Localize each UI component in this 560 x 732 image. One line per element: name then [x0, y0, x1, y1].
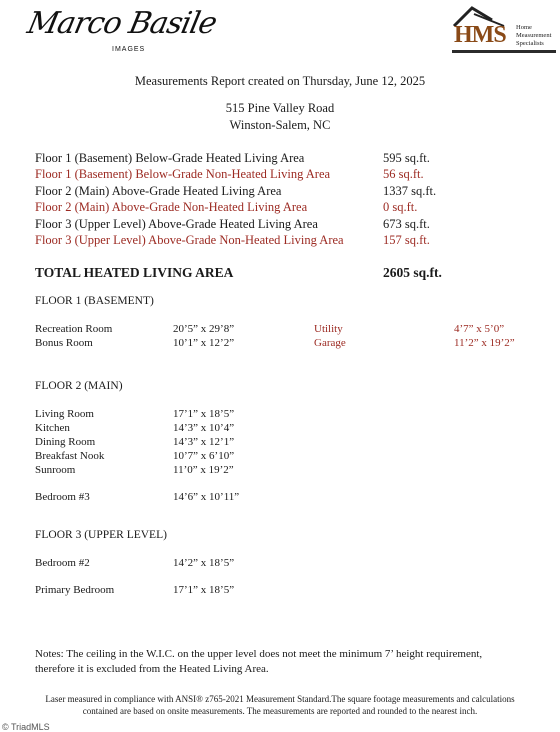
room-size: 10’7” x 6’10” [173, 450, 235, 462]
summary-label: Floor 3 (Upper Level) Above-Grade Heated Living Area [35, 217, 318, 231]
room-size: 17’1” x 18’5” [173, 584, 235, 596]
room-name: Bedroom #2 [35, 557, 90, 569]
summary-label: Floor 1 (Basement) Below-Grade Non-Heated Living Area [35, 167, 331, 181]
summary-label: Floor 3 (Upper Level) Above-Grade Non-Heated Living Area [35, 233, 344, 247]
address-line-2: Winston-Salem, NC [229, 118, 331, 132]
room-name: Primary Bedroom [35, 584, 115, 596]
footer-line-2: contained are based on onsite measurements. The measurements are reported and rounded to the nearest inch. [82, 706, 478, 716]
floor1-heading: FLOOR 1 (BASEMENT) [35, 295, 154, 307]
room-size: 4’7” x 5’0” [454, 323, 505, 335]
room-size: 14’6” x 10’11” [173, 491, 240, 503]
hms-subtitle: Home Measurement Specialists [516, 24, 552, 47]
room-size: 11’0” x 19’2” [173, 464, 234, 476]
room-size: 14’3” x 12’1” [173, 436, 235, 448]
room-size: 10’1” x 12’2” [173, 337, 235, 349]
mls-credit: © TriadMLS [2, 722, 50, 732]
room-name: Breakfast Nook [35, 450, 105, 462]
room-name: Bedroom #3 [35, 491, 90, 503]
hms-letters: HMS [454, 22, 506, 48]
hms-logo [452, 4, 556, 56]
room-size: 17’1” x 18’5” [173, 408, 235, 420]
summary-value: 1337 sq.ft. [383, 184, 437, 198]
room-name: Sunroom [35, 464, 76, 476]
summary-label: Floor 2 (Main) Above-Grade Heated Living Area [35, 184, 282, 198]
summary-label: Floor 1 (Basement) Below-Grade Heated Living Area [35, 151, 305, 165]
total-value: 2605 sq.ft. [383, 265, 442, 280]
summary-value: 595 sq.ft. [383, 151, 430, 165]
room-name: Bonus Room [35, 337, 93, 349]
room-size: 11’2” x 19’2” [454, 337, 515, 349]
summary-value: 673 sq.ft. [383, 217, 430, 231]
room-name: Recreation Room [35, 323, 113, 335]
room-name: Utility [314, 323, 343, 335]
floor2-heading: FLOOR 2 (MAIN) [35, 380, 123, 392]
logo-images-text: IMAGES [112, 46, 146, 53]
room-name: Living Room [35, 408, 94, 420]
footer-line-1: Laser measured in compliance with ANSI® z765-2021 Measurement Standard.The square footage measurements and calculations [45, 694, 515, 704]
summary-value: 157 sq.ft. [383, 233, 430, 247]
room-size: 14’3” x 10’4” [173, 422, 235, 434]
notes-line-2: therefore it is excluded from the Heated Living Area. [35, 663, 269, 675]
total-label: TOTAL HEATED LIVING AREA [35, 265, 234, 280]
summary-value: 0 sq.ft. [383, 200, 418, 214]
hms-underline [452, 50, 556, 53]
room-size: 20’5” x 29’8” [173, 323, 235, 335]
marco-basile-logo [24, 6, 220, 66]
summary-label: Floor 2 (Main) Above-Grade Non-Heated Living Area [35, 200, 308, 214]
room-name: Kitchen [35, 422, 70, 434]
floor3-heading: FLOOR 3 (UPPER LEVEL) [35, 529, 167, 541]
summary-value: 56 sq.ft. [383, 167, 424, 181]
room-name: Garage [314, 337, 346, 349]
room-name: Dining Room [35, 436, 96, 448]
logo-script-text: Marco Basile [24, 6, 220, 41]
report-title: Measurements Report created on Thursday, June 12, 2025 [134, 74, 426, 88]
room-size: 14’2” x 18’5” [173, 557, 235, 569]
address-line-1: 515 Pine Valley Road [225, 101, 335, 115]
notes-line-1: Notes: The ceiling in the W.I.C. on the upper level does not meet the minimum 7’ height requirement, [35, 648, 483, 660]
